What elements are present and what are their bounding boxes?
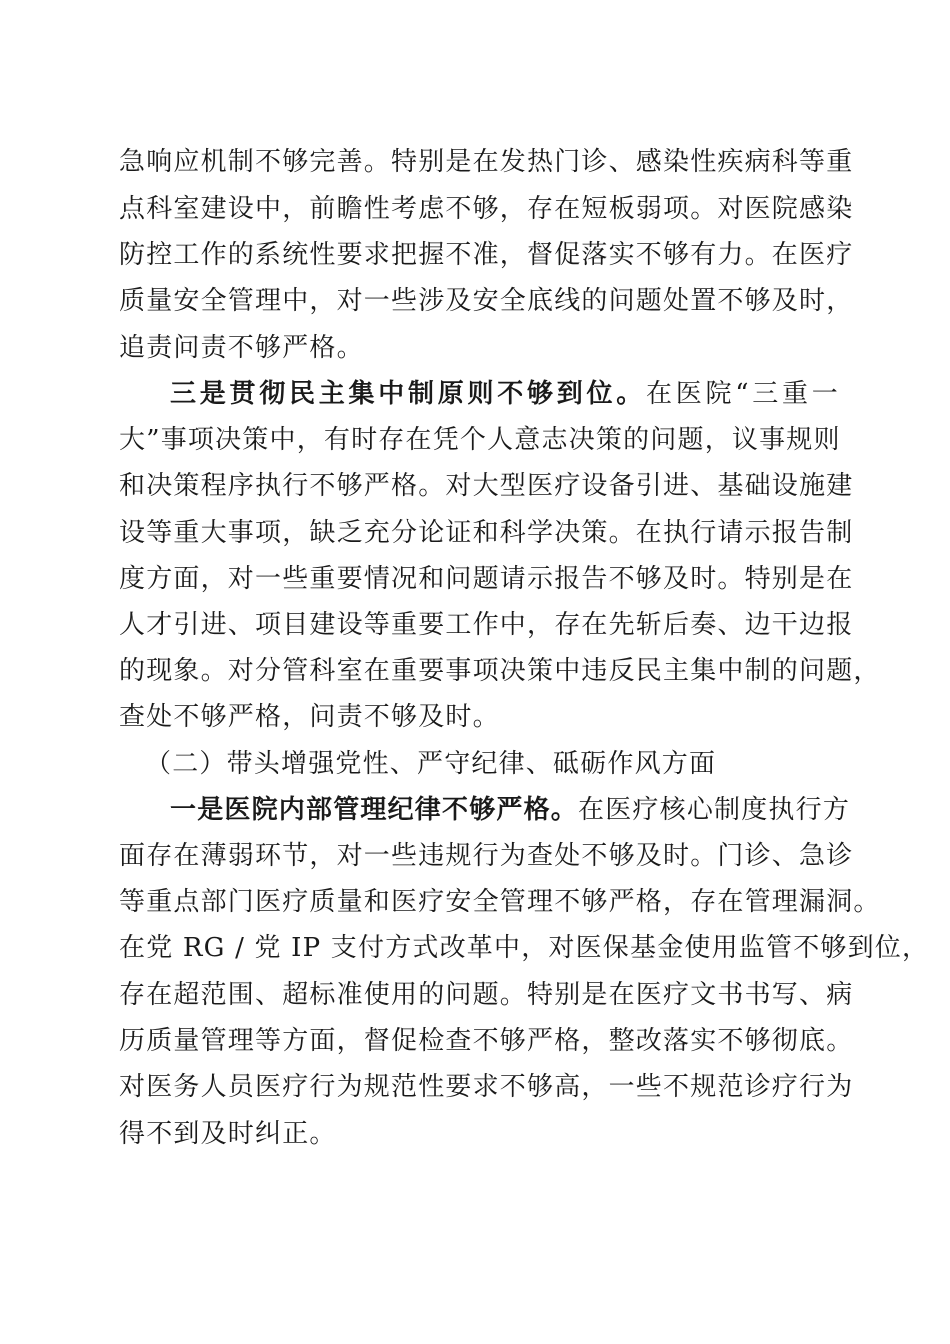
body-line: 追责问责不够严格。 xyxy=(119,333,364,363)
body-line: 人才引进、项目建设等重要工作中，存在先斩后奏、边干边报 xyxy=(119,610,854,640)
body-line: 在党 RG / 党 IP 支付方式改革中，对医保基金使用监管不够到位， xyxy=(119,933,930,963)
body-line: 等重点部门医疗质量和医疗安全管理不够严格，存在管理漏洞。 xyxy=(119,887,881,917)
paragraph-opening-line xyxy=(170,377,839,411)
body-line: 和决策程序执行不够严格。对大型医疗设备引进、基础设施建 xyxy=(119,471,854,501)
paragraph-heading: 三是贯彻民主集中制原则不够到位。 xyxy=(170,379,646,409)
body-line: 急响应机制不够完善。特别是在发热门诊、感染性疾病科等重 xyxy=(119,147,854,177)
body-line: 历质量管理等方面，督促检查不够严格，整改落实不够彻底。 xyxy=(119,1026,854,1056)
body-line: 查处不够严格，问责不够及时。 xyxy=(119,702,500,732)
body-line: 度方面，对一些重要情况和问题请示报告不够及时。特别是在 xyxy=(119,564,854,594)
body-line: 对医务人员医疗行为规范性要求不够高，一些不规范诊疗行为 xyxy=(119,1072,854,1102)
body-line: 点科室建设中，前瞻性考虑不够，存在短板弱项。对医院感染 xyxy=(119,194,854,224)
body-line: 得不到及时纠正。 xyxy=(119,1119,337,1149)
section-heading: （二）带头增强党性、严守纪律、砥砺作风方面 xyxy=(145,749,717,779)
paragraph-opening-line xyxy=(170,793,851,827)
body-line: 存在超范围、超标准使用的问题。特别是在医疗文书书写、病 xyxy=(119,980,854,1010)
body-line: 面存在薄弱环节，对一些违规行为查处不够及时。门诊、急诊 xyxy=(119,841,854,871)
body-line: 质量安全管理中，对一些涉及安全底线的问题处置不够及时， xyxy=(119,286,854,316)
paragraph-text: 在医院“三重一 xyxy=(646,379,839,409)
paragraph-heading: 一是医院内部管理纪律不够严格。 xyxy=(170,795,579,825)
paragraph-text: 在医疗核心制度执行方 xyxy=(578,795,851,825)
body-line: 设等重大事项，缺乏充分论证和科学决策。在执行请示报告制 xyxy=(119,518,854,548)
body-line: 大”事项决策中，有时存在凭个人意志决策的问题，议事规则 xyxy=(119,425,841,455)
body-line: 的现象。对分管科室在重要事项决策中违反民主集中制的问题， xyxy=(119,656,881,686)
body-line: 防控工作的系统性要求把握不准，督促落实不够有力。在医疗 xyxy=(119,240,854,270)
